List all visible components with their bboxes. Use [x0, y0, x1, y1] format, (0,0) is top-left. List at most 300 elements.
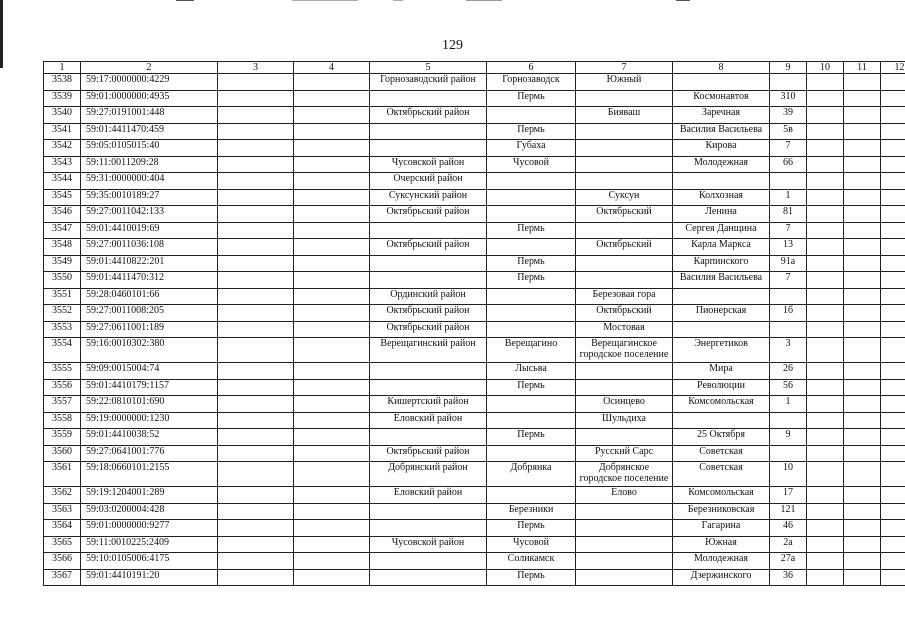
city-cell: Пермь	[487, 379, 576, 396]
row-number-cell: 3544	[44, 173, 81, 190]
column-4-cell	[294, 90, 370, 107]
column-header: 10	[807, 62, 844, 74]
row-number-cell: 3567	[44, 569, 81, 586]
column-11-cell	[844, 189, 881, 206]
column-11-cell	[844, 239, 881, 256]
street-cell: 25 Октября	[673, 429, 770, 446]
column-10-cell	[807, 338, 844, 363]
house-number-cell: 7	[770, 222, 807, 239]
column-header: 12	[881, 62, 905, 74]
locality-cell: Добрянское городское поселение	[576, 462, 673, 487]
column-11-cell	[844, 536, 881, 553]
table-row	[44, 363, 905, 380]
city-cell	[487, 396, 576, 413]
column-header: 6	[487, 62, 576, 74]
column-4-cell	[294, 520, 370, 537]
column-10-cell	[807, 462, 844, 487]
column-12-cell	[881, 140, 905, 157]
city-cell: Пермь	[487, 569, 576, 586]
column-11-cell	[844, 140, 881, 157]
locality-cell: Южный	[576, 74, 673, 91]
city-cell: Губаха	[487, 140, 576, 157]
column-11-cell	[844, 222, 881, 239]
street-cell: Карпинского	[673, 255, 770, 272]
locality-cell	[576, 173, 673, 190]
house-number-cell	[770, 288, 807, 305]
table-row	[44, 396, 905, 413]
street-cell: Кирова	[673, 140, 770, 157]
column-12-cell	[881, 338, 905, 363]
row-number-cell: 3555	[44, 363, 81, 380]
locality-cell: Осинцево	[576, 396, 673, 413]
column-4-cell	[294, 173, 370, 190]
column-3-cell	[218, 90, 294, 107]
house-number-cell	[770, 173, 807, 190]
row-number-cell: 3556	[44, 379, 81, 396]
street-cell: Молодежная	[673, 156, 770, 173]
column-11-cell	[844, 503, 881, 520]
table-row	[44, 107, 905, 124]
house-number-cell: 5в	[770, 123, 807, 140]
district-cell	[370, 90, 487, 107]
column-4-cell	[294, 396, 370, 413]
column-4-cell	[294, 569, 370, 586]
column-3-cell	[218, 206, 294, 223]
column-10-cell	[807, 305, 844, 322]
cadastral-number-cell: 59:03:0200004:428	[81, 503, 218, 520]
cadastral-number-cell: 59:22:0810101:690	[81, 396, 218, 413]
table-row	[44, 462, 905, 487]
city-cell	[487, 487, 576, 504]
city-cell	[487, 173, 576, 190]
column-10-cell	[807, 173, 844, 190]
column-4-cell	[294, 74, 370, 91]
column-4-cell	[294, 321, 370, 338]
district-cell: Суксунский район	[370, 189, 487, 206]
city-cell: Соликамск	[487, 553, 576, 570]
column-4-cell	[294, 536, 370, 553]
column-10-cell	[807, 123, 844, 140]
table-row	[44, 553, 905, 570]
column-3-cell	[218, 305, 294, 322]
row-number-cell: 3562	[44, 487, 81, 504]
street-cell: Комсомольская	[673, 396, 770, 413]
column-12-cell	[881, 429, 905, 446]
column-12-cell	[881, 305, 905, 322]
locality-cell: Верещагинское городское поселение	[576, 338, 673, 363]
city-cell: Верещагино	[487, 338, 576, 363]
column-10-cell	[807, 569, 844, 586]
district-cell	[370, 272, 487, 289]
district-cell	[370, 503, 487, 520]
column-3-cell	[218, 363, 294, 380]
column-11-cell	[844, 396, 881, 413]
column-3-cell	[218, 123, 294, 140]
house-number-cell: 2а	[770, 536, 807, 553]
column-4-cell	[294, 305, 370, 322]
row-number-cell: 3550	[44, 272, 81, 289]
district-cell	[370, 255, 487, 272]
street-cell	[673, 288, 770, 305]
table-row	[44, 255, 905, 272]
table-row	[44, 536, 905, 553]
row-number-cell: 3552	[44, 305, 81, 322]
cadastral-number-cell: 59:28:0460101:66	[81, 288, 218, 305]
column-3-cell	[218, 255, 294, 272]
column-3-cell	[218, 288, 294, 305]
house-number-cell: 7	[770, 140, 807, 157]
column-11-cell	[844, 288, 881, 305]
cadastral-number-cell: 59:01:4410191:20	[81, 569, 218, 586]
locality-cell	[576, 123, 673, 140]
column-12-cell	[881, 569, 905, 586]
cadastral-number-cell: 59:27:0011042:133	[81, 206, 218, 223]
column-3-cell	[218, 156, 294, 173]
street-cell: Василия Васильева	[673, 123, 770, 140]
column-12-cell	[881, 412, 905, 429]
street-cell: Комсомольская	[673, 487, 770, 504]
column-4-cell	[294, 222, 370, 239]
scan-artifact	[393, 0, 403, 1]
table-row	[44, 156, 905, 173]
column-3-cell	[218, 379, 294, 396]
district-cell	[370, 140, 487, 157]
locality-cell: Шульдиха	[576, 412, 673, 429]
district-cell	[370, 553, 487, 570]
cadastral-number-cell: 59:18:0660101:2155	[81, 462, 218, 487]
cadastral-number-cell: 59:19:0000000:1230	[81, 412, 218, 429]
column-3-cell	[218, 445, 294, 462]
table-row	[44, 74, 905, 91]
cadastral-number-cell: 59:19:1204001:289	[81, 487, 218, 504]
column-10-cell	[807, 396, 844, 413]
cadastral-number-cell: 59:01:4410179:1157	[81, 379, 218, 396]
column-4-cell	[294, 503, 370, 520]
house-number-cell: 56	[770, 379, 807, 396]
locality-cell: Октябрьский	[576, 305, 673, 322]
column-12-cell	[881, 520, 905, 537]
house-number-cell: 1б	[770, 305, 807, 322]
column-3-cell	[218, 553, 294, 570]
locality-cell	[576, 255, 673, 272]
house-number-cell: 27а	[770, 553, 807, 570]
district-cell	[370, 123, 487, 140]
column-4-cell	[294, 462, 370, 487]
city-cell	[487, 206, 576, 223]
scan-edge-mark	[0, 0, 3, 68]
locality-cell	[576, 90, 673, 107]
column-10-cell	[807, 429, 844, 446]
column-11-cell	[844, 173, 881, 190]
locality-cell: Суксун	[576, 189, 673, 206]
row-number-cell: 3543	[44, 156, 81, 173]
column-header: 3	[218, 62, 294, 74]
house-number-cell: 3	[770, 338, 807, 363]
district-cell	[370, 363, 487, 380]
cadastral-number-cell: 59:31:0000000:404	[81, 173, 218, 190]
column-12-cell	[881, 222, 905, 239]
locality-cell: Елово	[576, 487, 673, 504]
locality-cell	[576, 156, 673, 173]
column-10-cell	[807, 74, 844, 91]
column-10-cell	[807, 272, 844, 289]
table-row	[44, 123, 905, 140]
cadastral-number-cell: 59:01:4411470:459	[81, 123, 218, 140]
column-4-cell	[294, 156, 370, 173]
house-number-cell: 1	[770, 189, 807, 206]
district-cell	[370, 222, 487, 239]
street-cell: Сергея Данщина	[673, 222, 770, 239]
locality-cell	[576, 536, 673, 553]
house-number-cell	[770, 412, 807, 429]
row-number-cell: 3546	[44, 206, 81, 223]
street-cell: Дзержинского	[673, 569, 770, 586]
column-3-cell	[218, 239, 294, 256]
locality-cell	[576, 429, 673, 446]
locality-cell	[576, 140, 673, 157]
district-cell: Еловский район	[370, 487, 487, 504]
locality-cell: Мостовая	[576, 321, 673, 338]
street-cell: Колхозная	[673, 189, 770, 206]
house-number-cell: 7	[770, 272, 807, 289]
column-header: 1	[44, 62, 81, 74]
column-12-cell	[881, 379, 905, 396]
house-number-cell: 39	[770, 107, 807, 124]
column-12-cell	[881, 173, 905, 190]
row-number-cell: 3549	[44, 255, 81, 272]
street-cell: Василия Васильева	[673, 272, 770, 289]
column-10-cell	[807, 255, 844, 272]
column-10-cell	[807, 520, 844, 537]
district-cell: Очерский район	[370, 173, 487, 190]
column-3-cell	[218, 569, 294, 586]
row-number-cell: 3563	[44, 503, 81, 520]
registry-table	[43, 61, 905, 586]
table-row	[44, 140, 905, 157]
row-number-cell: 3565	[44, 536, 81, 553]
district-cell: Кишертский район	[370, 396, 487, 413]
column-11-cell	[844, 74, 881, 91]
row-number-cell: 3560	[44, 445, 81, 462]
city-cell: Березники	[487, 503, 576, 520]
district-cell: Октябрьский район	[370, 445, 487, 462]
table-row	[44, 206, 905, 223]
house-number-cell: 13	[770, 239, 807, 256]
district-cell: Верещагинский район	[370, 338, 487, 363]
column-3-cell	[218, 396, 294, 413]
column-10-cell	[807, 222, 844, 239]
column-3-cell	[218, 272, 294, 289]
column-4-cell	[294, 412, 370, 429]
city-cell: Добрянка	[487, 462, 576, 487]
locality-cell	[576, 569, 673, 586]
page-number: 129	[442, 38, 463, 53]
column-4-cell	[294, 239, 370, 256]
locality-cell	[576, 553, 673, 570]
column-4-cell	[294, 272, 370, 289]
row-number-cell: 3554	[44, 338, 81, 363]
column-4-cell	[294, 189, 370, 206]
city-cell	[487, 321, 576, 338]
street-cell: Карла Маркса	[673, 239, 770, 256]
column-11-cell	[844, 338, 881, 363]
district-cell: Добрянский район	[370, 462, 487, 487]
cadastral-number-cell: 59:27:0011008:205	[81, 305, 218, 322]
column-12-cell	[881, 239, 905, 256]
locality-cell	[576, 503, 673, 520]
column-10-cell	[807, 412, 844, 429]
column-11-cell	[844, 487, 881, 504]
city-cell: Горнозаводск	[487, 74, 576, 91]
column-3-cell	[218, 173, 294, 190]
column-10-cell	[807, 189, 844, 206]
cadastral-number-cell: 59:01:4410822:201	[81, 255, 218, 272]
column-12-cell	[881, 321, 905, 338]
column-10-cell	[807, 379, 844, 396]
column-3-cell	[218, 412, 294, 429]
street-cell: Советская	[673, 445, 770, 462]
city-cell: Пермь	[487, 222, 576, 239]
house-number-cell: 9	[770, 429, 807, 446]
column-3-cell	[218, 503, 294, 520]
column-11-cell	[844, 553, 881, 570]
column-11-cell	[844, 321, 881, 338]
house-number-cell: 310	[770, 90, 807, 107]
column-12-cell	[881, 445, 905, 462]
column-11-cell	[844, 255, 881, 272]
row-number-cell: 3541	[44, 123, 81, 140]
district-cell	[370, 520, 487, 537]
column-4-cell	[294, 140, 370, 157]
table-row	[44, 503, 905, 520]
cadastral-number-cell: 59:01:4410038:52	[81, 429, 218, 446]
scan-artifact	[292, 0, 358, 1]
locality-cell	[576, 222, 673, 239]
city-cell: Лысьва	[487, 363, 576, 380]
column-12-cell	[881, 462, 905, 487]
locality-cell	[576, 520, 673, 537]
column-10-cell	[807, 156, 844, 173]
cadastral-number-cell: 59:01:4411470:312	[81, 272, 218, 289]
cadastral-number-cell: 59:11:0011209:28	[81, 156, 218, 173]
cadastral-number-cell: 59:01:0000000:4935	[81, 90, 218, 107]
column-header: 7	[576, 62, 673, 74]
column-header: 5	[370, 62, 487, 74]
city-cell	[487, 107, 576, 124]
cadastral-number-cell: 59:09:0015004:74	[81, 363, 218, 380]
column-4-cell	[294, 255, 370, 272]
row-number-cell: 3551	[44, 288, 81, 305]
column-10-cell	[807, 487, 844, 504]
house-number-cell: 10	[770, 462, 807, 487]
scan-artifact	[466, 0, 502, 1]
street-cell: Революции	[673, 379, 770, 396]
column-10-cell	[807, 288, 844, 305]
locality-cell: Березовая гора	[576, 288, 673, 305]
street-cell: Мира	[673, 363, 770, 380]
table-row	[44, 239, 905, 256]
column-11-cell	[844, 123, 881, 140]
street-cell: Березниковская	[673, 503, 770, 520]
column-11-cell	[844, 305, 881, 322]
house-number-cell: 121	[770, 503, 807, 520]
district-cell: Еловский район	[370, 412, 487, 429]
column-10-cell	[807, 363, 844, 380]
column-12-cell	[881, 536, 905, 553]
street-cell: Южная	[673, 536, 770, 553]
column-12-cell	[881, 553, 905, 570]
cadastral-number-cell: 59:27:0011036:108	[81, 239, 218, 256]
column-4-cell	[294, 338, 370, 363]
house-number-cell: 81	[770, 206, 807, 223]
city-cell	[487, 412, 576, 429]
house-number-cell: 36	[770, 569, 807, 586]
column-10-cell	[807, 445, 844, 462]
column-3-cell	[218, 74, 294, 91]
house-number-cell: 1	[770, 396, 807, 413]
city-cell: Пермь	[487, 90, 576, 107]
street-cell	[673, 321, 770, 338]
column-10-cell	[807, 239, 844, 256]
column-3-cell	[218, 520, 294, 537]
column-4-cell	[294, 107, 370, 124]
column-10-cell	[807, 503, 844, 520]
cadastral-number-cell: 59:17:0000000:4229	[81, 74, 218, 91]
column-11-cell	[844, 569, 881, 586]
cadastral-number-cell: 59:27:0611001:189	[81, 321, 218, 338]
house-number-cell	[770, 445, 807, 462]
column-3-cell	[218, 429, 294, 446]
table-row	[44, 288, 905, 305]
column-4-cell	[294, 123, 370, 140]
column-header: 2	[81, 62, 218, 74]
cadastral-number-cell: 59:35:0010189:27	[81, 189, 218, 206]
table-row	[44, 412, 905, 429]
column-4-cell	[294, 206, 370, 223]
row-number-cell: 3559	[44, 429, 81, 446]
column-10-cell	[807, 140, 844, 157]
table-row	[44, 569, 905, 586]
row-number-cell: 3545	[44, 189, 81, 206]
column-12-cell	[881, 189, 905, 206]
column-header: 8	[673, 62, 770, 74]
column-12-cell	[881, 74, 905, 91]
city-cell	[487, 189, 576, 206]
city-cell	[487, 288, 576, 305]
city-cell	[487, 239, 576, 256]
column-3-cell	[218, 107, 294, 124]
column-11-cell	[844, 90, 881, 107]
column-10-cell	[807, 107, 844, 124]
table-row	[44, 305, 905, 322]
house-number-cell: 91а	[770, 255, 807, 272]
column-11-cell	[844, 156, 881, 173]
district-cell	[370, 569, 487, 586]
table-row	[44, 90, 905, 107]
column-12-cell	[881, 156, 905, 173]
district-cell	[370, 429, 487, 446]
column-12-cell	[881, 503, 905, 520]
street-cell: Пионерская	[673, 305, 770, 322]
city-cell	[487, 445, 576, 462]
column-12-cell	[881, 206, 905, 223]
street-cell	[673, 412, 770, 429]
table-row	[44, 445, 905, 462]
column-10-cell	[807, 206, 844, 223]
scan-artifact	[176, 0, 194, 1]
column-11-cell	[844, 462, 881, 487]
city-cell: Пермь	[487, 255, 576, 272]
